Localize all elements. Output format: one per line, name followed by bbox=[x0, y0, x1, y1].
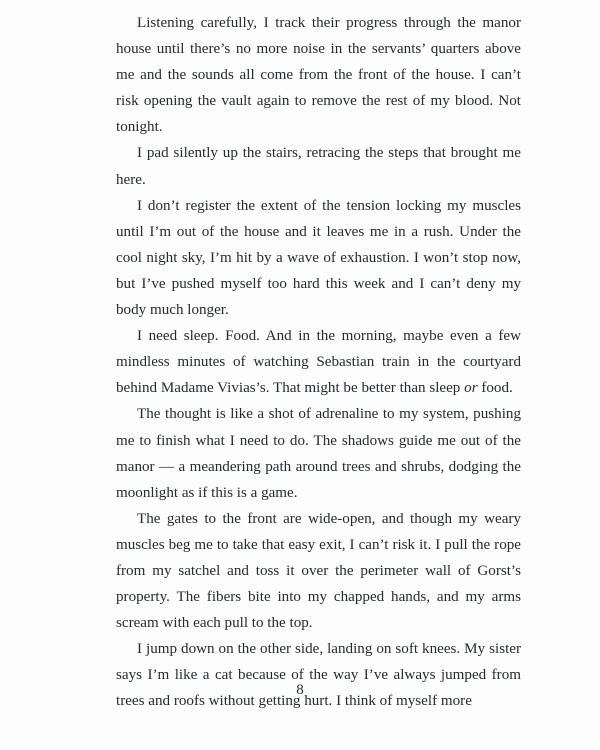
body-text bbox=[116, 10, 521, 715]
paragraph-5: The thought is like a shot of adrenaline to my system, pushing me to finish what I need to do. The shadows guide me out of the manor — a meandering path around trees and shrubs, dodging the moonlight as if this is a game. bbox=[116, 406, 521, 501]
paragraph-7: I jump down on the other side, landing on soft knees. My sister says I’m like a cat because of the way I’ve always jumped from trees and roofs without getting hurt. I think of myself more bbox=[116, 641, 521, 710]
paragraph-4-italic: or bbox=[464, 380, 478, 397]
paragraph-1: Listening carefully, I track their progress through the manor house until there’s no more noise in the servants’ quarters above me and the sounds all come from the front of the house. I can’t risk opening the vault again to remove the rest of my blood. Not tonight. bbox=[116, 15, 521, 136]
paragraph-6: The gates to the front are wide-open, and though my weary muscles beg me to take that easy exit, I can’t risk it. I pull the rope from my satchel and toss it over the perimeter wall of Gorst’s property. The fibers bite into my chapped hands, and my arms scream with each pull to the top. bbox=[116, 510, 521, 632]
paragraph-2: I pad silently up the stairs, retracing the steps that brought me here. bbox=[116, 145, 521, 188]
page-number: 8 bbox=[296, 682, 304, 698]
paragraph-4-text: I need sleep. Food. And in the morning, maybe even a few mindless minutes of watching Sebastian train in the courtyard behind Madame Vivias’s. That might be better than sleep bbox=[116, 328, 521, 397]
paragraph-4-end: food. bbox=[477, 380, 513, 397]
paragraph-3: I don’t register the extent of the tension locking my muscles until I’m out of the house and it leaves me in a rush. Under the cool night sky, I’m hit by a wave of exhaustion. I won’t stop now, but I’ve pushed myself too hard this week and I can’t deny my body much longer. bbox=[116, 197, 521, 319]
paragraph-4 bbox=[116, 323, 521, 401]
